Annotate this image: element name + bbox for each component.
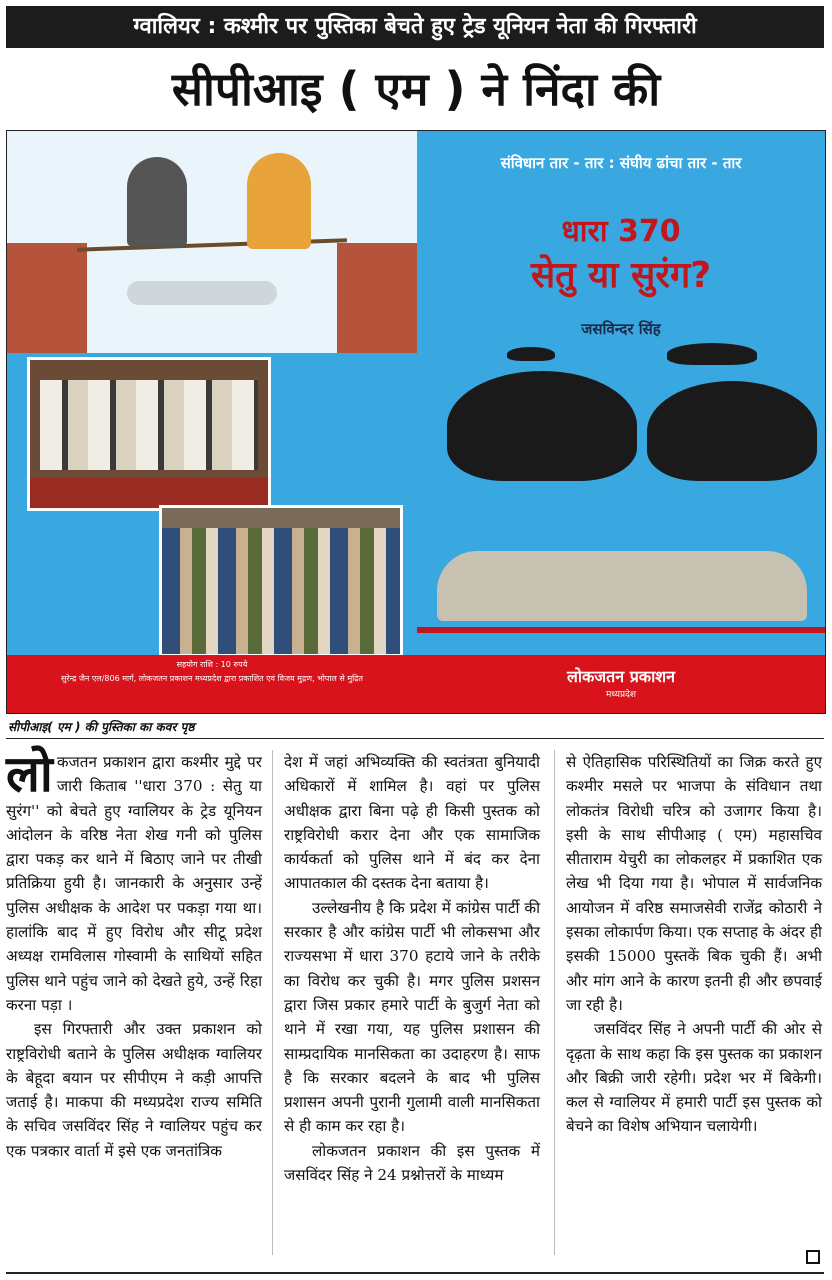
protest-crowd-photo	[159, 505, 403, 657]
end-mark	[806, 1250, 820, 1264]
cover-slogan: संविधान तार - तार : संघीय ढांचा तार - तार	[500, 154, 742, 172]
right-cliff	[337, 243, 417, 353]
cartoon-figure-right	[247, 153, 311, 249]
paragraph	[6, 745, 262, 1017]
cartoon-illustration	[7, 131, 417, 353]
cover-front-panel	[417, 131, 825, 655]
photo-caption: सीपीआइ( एम ) की पुस्तिका का कवर पृष्ठ	[8, 720, 195, 734]
dropcap: लो	[6, 745, 53, 803]
paragraph: देश में जहां अभिव्यक्ति की स्वतंत्रता बुनियादी अधिकारों में शामिल है। वहां पर पुलिस अधीक्षक द्वारा बिना पढ़े ही किसी पुस्तक को राष्ट्रविरोधी करार देना और एक सामाजिक कार्यकर्ता को पुलिस थाने में बंद कर देना आपातकाल की दस्तक देना बताया है।	[284, 753, 540, 893]
cracked-earth-line	[417, 627, 825, 633]
cover-title-line2: सेतु या सुरंग?	[530, 255, 712, 296]
book-cover-figure	[6, 130, 826, 714]
left-cliff	[7, 243, 87, 353]
kicker-headline: ग्वालियर : कश्मीर पर पुस्तिका बेचते हुए ट्रेड यूनियन नेता की गिरफ्तारी	[6, 6, 824, 48]
paragraph: उल्लेखनीय है कि प्रदेश में कांग्रेस पार्टी की सरकार है और कांग्रेस पार्टी भी लोकसभा और राज्यसभा में धारा 370 हटाये जाने के तरीके का विरोध कर चुकी है। मगर पुलिस प्रशसन द्वारा जिस प्रकार हमारे पार्टी के बुजुर्ग नेता को थाने में रखा गया, यह पुलिस प्रशासन की साम्प्रदायिक मानसिकता का उदाहरण है। साफ है कि सरकार बदलने के बाद भी पुलिस प्रशासन अपनी पुरानी गुलामी वाली मानसिकता से ही काम कर रहा है।	[284, 898, 540, 1136]
cover-publisher-sub: मध्यप्रदेश	[605, 690, 636, 700]
article-column-3	[566, 750, 822, 1139]
cover-imprint: सुरेन्द्र जैन एल/806 मार्ग, लोकजतन प्रकाशन मध्यप्रदेश द्वारा प्रकाशित एवं विजय मुद्रण, भोपाल से मुद्रित	[61, 674, 363, 683]
paragraph: इस गिरफ्तारी और उक्त प्रकाशन को राष्ट्रविरोधी बताने के पुलिस अधीक्षक ग्वालियर के बेहूदा बयान पर सीपीएम ने कड़ी आपत्ति जताई है। माकपा की मध्यप्रदेश राज्य समिति के सचिव जसविंदर सिंह ने ग्वालियर पहुंच कर एक पत्रकार वार्ता में इसे एक जनतांत्रिक	[6, 1020, 262, 1160]
bottom-rule	[6, 1272, 824, 1274]
fallen-figures	[437, 551, 807, 621]
cartoon-figure-left	[127, 157, 187, 247]
paragraph: जसविंदर सिंह ने अपनी पार्टी की ओर से दृढ़ता के साथ कहा कि इस पुस्तक का प्रकाशन और बिक्री जारी रहेगी। प्रदेश भर में बिकेगी। कल से ग्वालियर में हमारी पार्टी इस पुस्तक को बेचने का विशेष अभियान चलायेगी।	[566, 1020, 822, 1136]
article-column-1	[6, 745, 262, 1163]
cover-price: सहयोग राशि : 10 रुपये	[176, 660, 248, 669]
paragraph: लोकजतन प्रकाशन की इस पुस्तक में जसविंदर सिंह ने 24 प्रश्नोत्तरों के माध्यम	[284, 1141, 540, 1185]
cover-author: जसविन्दर सिंह	[581, 320, 661, 338]
vulture-large-left	[447, 371, 637, 481]
cartoon-plane	[127, 281, 277, 305]
column-divider	[272, 750, 273, 1255]
article-column-2	[284, 750, 540, 1187]
crowd	[162, 528, 400, 654]
people-group	[40, 380, 258, 470]
main-headline: सीपीआइ ( एम ) ने निंदा की	[171, 62, 661, 116]
vulture-small-1	[507, 347, 555, 361]
paragraph: से ऐतिहासिक परिस्थितियों का जिक्र करते हुए कश्मीर मसले पर भाजपा के संविधान तथा लोकतंत्र विरोधी चरित्र को उजागर किया है। इसी के साथ सीपीआइ ( एम) महासचिव सीताराम येचुरी का लोकलहर में प्रकाशित एक लेख भी दिया गया है। भोपाल में सार्वजनिक आयोजन में वरिष्ठ समाजसेवी राजेंद्र कोठारी ने इसका लोकार्पण किया। एक सप्ताह के अंदर ही इसकी 15000 पुस्तकें बिक चुकी हैं। अभी और मांग आने के कारण इतनी ही और छपवाई जा रही है।	[566, 753, 822, 1014]
divider	[6, 738, 824, 739]
paragraph-text: कजतन प्रकाशन द्वारा कश्मीर मुद्दे पर जारी किताब ''धारा 370 : सेतु या सुरंग'' को बेचते हुए ग्वालियर के ट्रेड यूनियन आंदोलन के वरिष्ठ नेता शेख गनी को पुलिस द्वारा पकड़ कर थाने में बिठाए जाने पर तीखी प्रतिक्रिया हुयी है। जानकारी के अनुसार उन्हें पुलिस अधीक्षक के आदेश पर पकड़ा गया था। हालांकि बाद में हुए विरोध और सीटू प्रदेश अध्यक्ष रामविलास गोस्वामी के साथियों सहित पुलिस थाने पहुंच जाने को देखते हुये, उन्हें रिहा करना पड़ा ।	[6, 753, 262, 1014]
cover-title-line1: धारा 370	[561, 214, 681, 249]
cover-publisher: लोकजतन प्रकाशन	[566, 667, 676, 686]
vulture-small-2	[667, 343, 757, 365]
cover-bottom-band	[7, 655, 825, 713]
vulture-large-right	[647, 381, 817, 481]
column-divider	[554, 750, 555, 1255]
cover-back-panel	[7, 131, 417, 655]
launch-event-photo	[27, 357, 271, 511]
red-carpet	[30, 478, 268, 508]
